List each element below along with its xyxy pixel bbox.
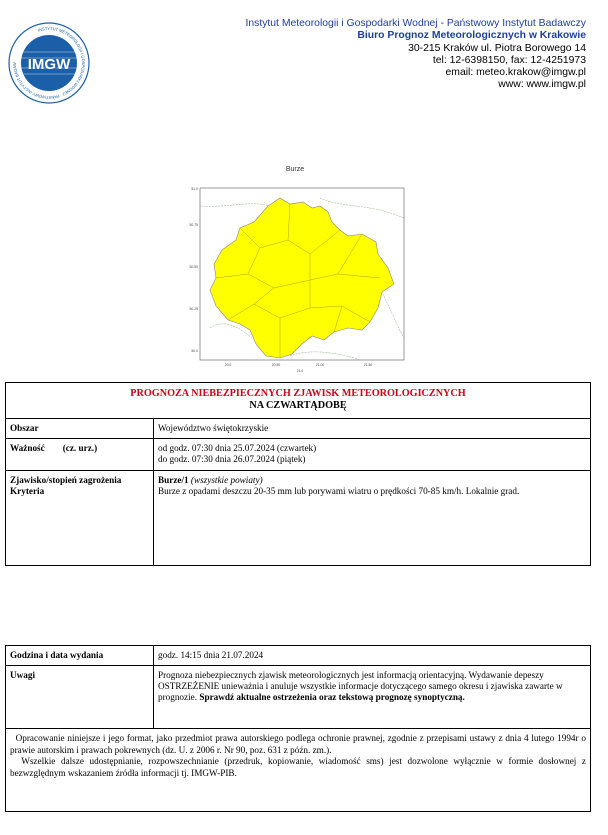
x-tick: 21.00 (315, 363, 325, 367)
y-tick: 50.50 (189, 265, 198, 269)
hazard-label-cell (6, 471, 154, 565)
notes-bold: Sprawdź aktualne ostrzeżenia oraz tekstową prognozę synoptyczną. (199, 692, 465, 703)
y-tick: 50.75 (189, 223, 198, 227)
hazard-description: Burze z opadami deszczu 20-35 mm lub porywami wiatru o prędkości 70-85 km/h. Lokalnie grad. (158, 486, 520, 497)
row-issue-time (6, 646, 590, 666)
notes-value (154, 666, 590, 708)
x-tick: 21.50 (363, 363, 373, 367)
map-canvas (170, 178, 420, 378)
region-label: Obszar (6, 419, 154, 438)
map-title: Burze (285, 166, 305, 173)
validity-tz: (cz. urz.) (62, 443, 98, 453)
validity-from: od godz. 07:30 dnia 25.07.2024 (czwartek) (158, 443, 317, 453)
validity-to: do godz. 07:30 dnia 26.07.2024 (piątek) (158, 454, 306, 465)
hazard-scope: (wszystkie powiaty) (190, 475, 263, 485)
hazard-map (170, 166, 420, 386)
forecast-header (6, 383, 590, 419)
validity-value (154, 439, 590, 469)
hazard-label: Zjawisko/stopień zagrożenia (10, 475, 122, 485)
row-validity (6, 439, 590, 471)
x-axis-label: 21.0 (296, 369, 304, 373)
x-tick: 20.50 (271, 363, 281, 367)
y-tick: 50.25 (189, 307, 198, 311)
region-value: Województwo świętokrzyskie (158, 423, 269, 433)
logo-ring-text: INSTYTUT METEOROLOGII I GOSPODARKI WODNEJ · PAŃSTWOWY INSTYTUT BADAW (11, 25, 87, 101)
issue-table (5, 645, 591, 812)
email: email: meteo.krakow@imgw.pl (445, 67, 586, 79)
criteria-label: Kryteria (10, 486, 45, 497)
row-hazard (6, 471, 590, 565)
row-region (6, 419, 590, 439)
forecast-title: PROGNOZA NIEBEZPIECZNYCH ZJAWISK METEOROLOGICZNYCH (130, 388, 466, 399)
address: 30-215 Kraków ul. Piotra Borowego 14 (408, 42, 586, 54)
validity-label: Ważność (10, 443, 45, 453)
phone: tel: 12-6398150, fax: 12-4251973 (432, 54, 586, 66)
forecast-subtitle: NA CZWARTĄDOBĘ (249, 400, 347, 411)
imgw-logo (8, 22, 90, 104)
validity-label-cell (6, 439, 154, 470)
org-name: Instytut Meteorologii i Gospodarki Wodnej - Państwowy Instytut Badawczy (245, 18, 586, 29)
y-tick: 51.0 (191, 187, 198, 191)
contact-block (245, 18, 586, 92)
notes-label: Uwagi (6, 666, 154, 728)
copyright-notice (6, 729, 590, 779)
bureau-name: Biuro Prognoz Meteorologicznych w Krakowie (357, 30, 586, 42)
hazard-value (154, 471, 590, 501)
forecast-table (5, 382, 591, 566)
hazard-name: Burze/1 (158, 475, 189, 485)
issue-value: godz. 14:15 dnia 21.07.2024 (158, 650, 264, 660)
copyright-2: Wszelkie dalsze udostępnianie, rozpowszechnianie (przedruk, kopiowanie, wiadomość sms) jest dozwolone wyłącznie w formie dosłownej z bezwzględnym wskazaniem źródła informacji tj. IMGW-PIB. (10, 756, 586, 778)
website: www: www.imgw.pl (498, 79, 586, 91)
notes-text: Prognoza niebezpiecznych zjawisk meteorologicznych jest informacją orientacyjną. Wydawanie depeszy OSTRZEŻENIE unieważnia i anuluje wszystkie informacje dotyczącego samego okresu i zjawiska zawarte w prognozie. (158, 670, 563, 703)
issue-label: Godzina i data wydania (6, 646, 154, 665)
y-tick: 50.0 (191, 349, 198, 353)
logo-text: IMGW (27, 56, 71, 73)
copyright-1: Opracowanie niniejsze i jego format, jako przedmiot prawa autorskiego podlega ochronie prawnej, zgodnie z przepisami ustawy z dnia 4 lutego 1994r o prawie autorskim i prawach pokrewnych (dz. U. z 2006 r. Nr 90, poz. 631 z późn. zm.). (10, 733, 586, 755)
row-notes (6, 666, 590, 729)
x-tick: 20.0 (224, 363, 232, 367)
